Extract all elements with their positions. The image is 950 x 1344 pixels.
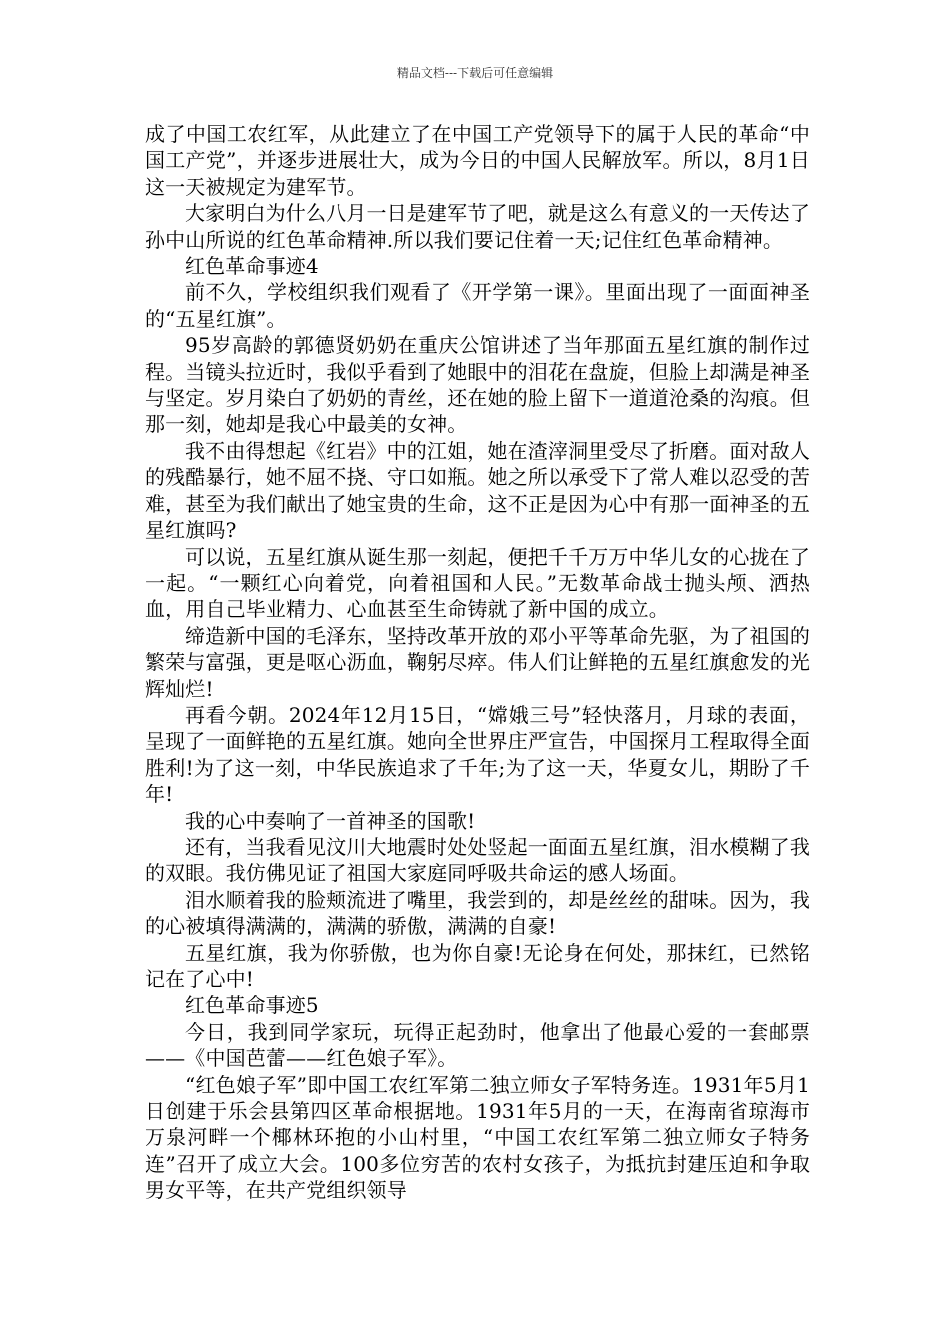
paragraph: 前不久，学校组织我们观看了《开学第一课》。里面出现了一面面神圣的“五星红旗”。 <box>145 280 810 331</box>
document-body <box>145 121 810 1204</box>
paragraph: 我的心中奏响了一首神圣的国歌! <box>185 808 476 833</box>
section-heading: 红色革命事迹5 <box>185 993 319 1018</box>
paragraph: “红色娘子军”即中国工农红军第二独立师女子军特务连。1931年5月1日创建于乐会县第四区革命根据地。1931年5月的一天，在海南省琼海市万泉河畔一个椰林环抱的小山村里，“中国工农红军第二独立师女子特务连”召开了成立大会。100多位穷苦的农村女孩子，为抵抗封建压迫和争取男女平等，在共产党组织领导 <box>145 1072 810 1203</box>
paragraph: 缔造新中国的毛泽东，坚持改革开放的邓小平等革命先驱，为了祖国的繁荣与富强，更是呕心沥血，鞠躬尽瘁。伟人们让鲜艳的五星红旗愈发的光辉灿烂! <box>145 623 810 701</box>
paragraph: 再看今朝。2024年12月15日，“嫦娥三号”轻快落月，月球的表面，呈现了一面鲜艳的五星红旗。她向全世界庄严宣告，中国探月工程取得全面胜利!为了这一刻，中华民族追求了千年;为了这一天，华夏女儿，期盼了千年! <box>145 702 810 807</box>
paragraph: 今日，我到同学家玩，玩得正起劲时，他拿出了他最心爱的一套邮票——《中国芭蕾——红色娘子军》。 <box>145 1019 810 1071</box>
paragraph: 大家明白为什么八月一日是建军节了吧，就是这么有意义的一天传达了孙中山所说的红色革命精神.所以我们要记住着一天;记住红色革命精神。 <box>145 201 810 252</box>
section-heading: 红色革命事迹4 <box>185 254 319 279</box>
paragraph: 泪水顺着我的脸颊流进了嘴里，我尝到的，却是丝丝的甜味。因为，我的心被填得满满的，满满的骄傲，满满的自豪! <box>145 887 810 939</box>
paragraph: 成了中国工农红军，从此建立了在中国工产党领导下的属于人民的革命“中国工产党”，并逐步进展壮大，成为今日的中国人民解放军。所以，8月1日这一天被规定为建军节。 <box>145 122 810 199</box>
paragraph: 可以说，五星红旗从诞生那一刻起，便把千千万万中华儿女的心拢在了一起。“一颗红心向着党，向着祖国和人民。”无数革命战士抛头颅、洒热血，用自己毕业精力、心血甚至生命铸就了新中国的成立。 <box>145 544 810 622</box>
paragraph: 我不由得想起《红岩》中的江姐，她在渣滓洞里受尽了折磨。面对敌人的残酷暴行，她不屈不挠、守口如瓶。她之所以承受下了常人难以忍受的苦难，甚至为我们献出了她宝贵的生命，这不正是因为心中有那一面神圣的五星红旗吗? <box>145 438 810 543</box>
paragraph: 95岁高龄的郭德贤奶奶在重庆公馆讲述了当年那面五星红旗的制作过程。当镜头拉近时，我似乎看到了她眼中的泪花在盘旋，但脸上却满是神圣与坚定。岁月染白了奶奶的青丝，还在她的脸上留下一道道沧桑的沟痕。但那一刻，她却是我心中最美的女神。 <box>145 333 810 437</box>
page-header: 精品文档---下载后可任意编辑 <box>396 66 554 80</box>
paragraph: 还有，当我看见汶川大地震时处处竖起一面面五星红旗，泪水模糊了我的双眼。我仿佛见证了祖国大家庭同呼吸共命运的感人场面。 <box>145 834 810 886</box>
paragraph: 五星红旗，我为你骄傲，也为你自豪!无论身在何处，那抹红，已然铭记在了心中! <box>145 940 810 991</box>
